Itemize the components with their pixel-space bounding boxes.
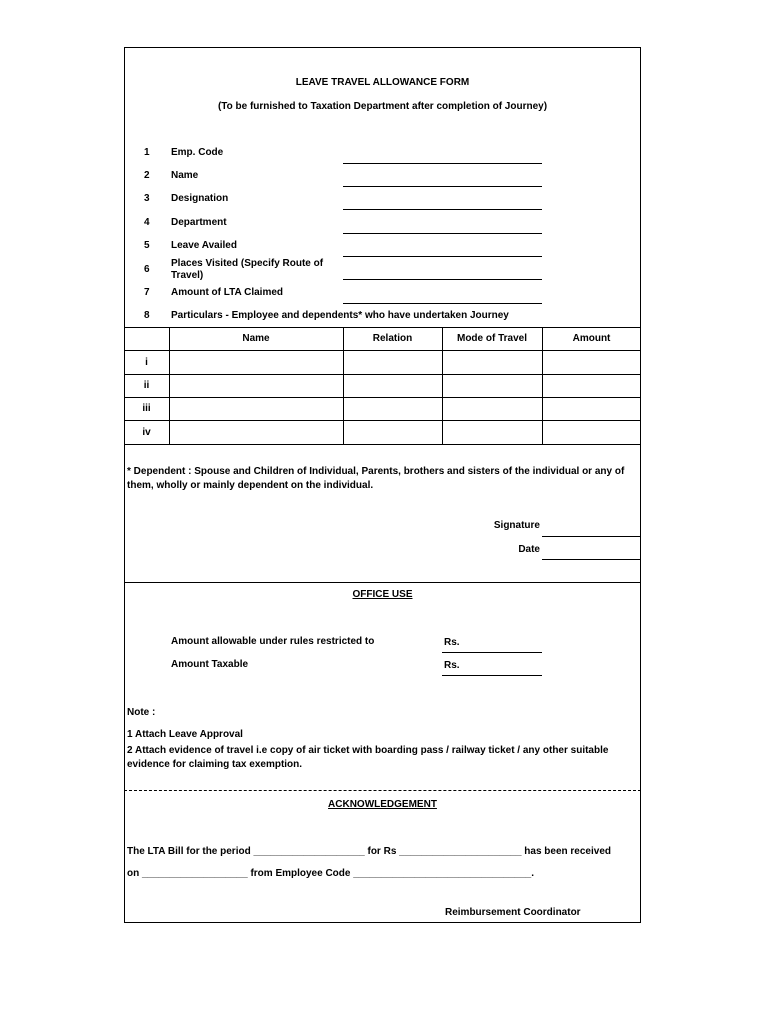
dependent-note-line2: them, wholly or mainly dependent on the individual.: [127, 480, 374, 491]
signature-field[interactable]: [542, 536, 641, 537]
note-heading: Note :: [127, 707, 156, 718]
emp-code-field[interactable]: [343, 163, 542, 164]
field-number: 6: [144, 264, 150, 275]
date-label: Date: [518, 544, 540, 555]
field-label-emp-code: Emp. Code: [171, 147, 224, 158]
places-visited-field[interactable]: [343, 279, 542, 280]
field-label-name: Name: [171, 170, 199, 181]
office-use-heading: OFFICE USE: [352, 589, 413, 600]
signature-label: Signature: [493, 520, 540, 531]
cut-line: [124, 790, 641, 791]
note-item-2-line1: 2 Attach evidence of travel i.e copy of air ticket with boarding pass / railway ticket / any other suitable: [127, 745, 609, 756]
field-number: 4: [144, 217, 150, 228]
table-row-label: iv: [142, 427, 151, 438]
reimbursement-coordinator-label: Reimbursement Coordinator: [445, 907, 581, 918]
field-number: 5: [144, 240, 150, 251]
field-label-leave-availed: Leave Availed: [171, 240, 237, 251]
lta-amount-field[interactable]: [343, 303, 542, 304]
field-number: 1: [144, 147, 150, 158]
field-number: 3: [144, 193, 150, 204]
note-item-1: 1 Attach Leave Approval: [127, 729, 243, 740]
acknowledgement-line2: on ___________________ from Employee Code ________________________________.: [127, 868, 534, 879]
field-label-places-visited-line1: Places Visited (Specify Route of: [171, 258, 324, 269]
form-title: LEAVE TRAVEL ALLOWANCE FORM: [295, 77, 470, 88]
field-number: 8: [144, 310, 150, 321]
acknowledgement-heading: ACKNOWLEDGEMENT: [328, 799, 437, 810]
table-row-label: iii: [142, 403, 151, 414]
field-number: 2: [144, 170, 150, 181]
acknowledgement-line1: The LTA Bill for the period ____________________ for Rs ______________________ has been received: [127, 846, 611, 857]
field-number: 7: [144, 287, 150, 298]
date-field[interactable]: [542, 559, 641, 560]
table-row-label: ii: [143, 380, 150, 391]
field-label-lta-amount: Amount of LTA Claimed: [171, 287, 284, 298]
column-header-name: Name: [242, 333, 270, 344]
field-label-places-visited-line2: Travel): [171, 270, 204, 281]
rs-label: Rs.: [444, 637, 460, 648]
table-row-label: i: [145, 357, 148, 368]
column-header-amount: Amount: [572, 333, 611, 344]
rs-label: Rs.: [444, 660, 460, 671]
field-label-department: Department: [171, 217, 227, 228]
amount-taxable-label: Amount Taxable: [171, 659, 249, 670]
department-field[interactable]: [343, 233, 542, 234]
section-divider: [124, 582, 641, 583]
form-subtitle: (To be furnished to Taxation Department after completion of Journey): [217, 101, 548, 112]
field-label-designation: Designation: [171, 193, 229, 204]
designation-field[interactable]: [343, 209, 542, 210]
amount-allowable-label: Amount allowable under rules restricted to: [171, 636, 375, 647]
dependent-note-line1: * Dependent : Spouse and Children of Individual, Parents, brothers and sisters of the individual or any of: [127, 466, 625, 477]
leave-availed-field[interactable]: [343, 256, 542, 257]
amount-allowable-field[interactable]: [442, 652, 542, 653]
column-header-mode-of-travel: Mode of Travel: [456, 333, 527, 344]
field-label-particulars: Particulars - Employee and dependents* who have undertaken Journey: [171, 310, 509, 321]
column-header-relation: Relation: [372, 333, 413, 344]
amount-taxable-field[interactable]: [442, 675, 542, 676]
name-field[interactable]: [343, 186, 542, 187]
note-item-2-line2: evidence for claiming tax exemption.: [127, 759, 303, 770]
